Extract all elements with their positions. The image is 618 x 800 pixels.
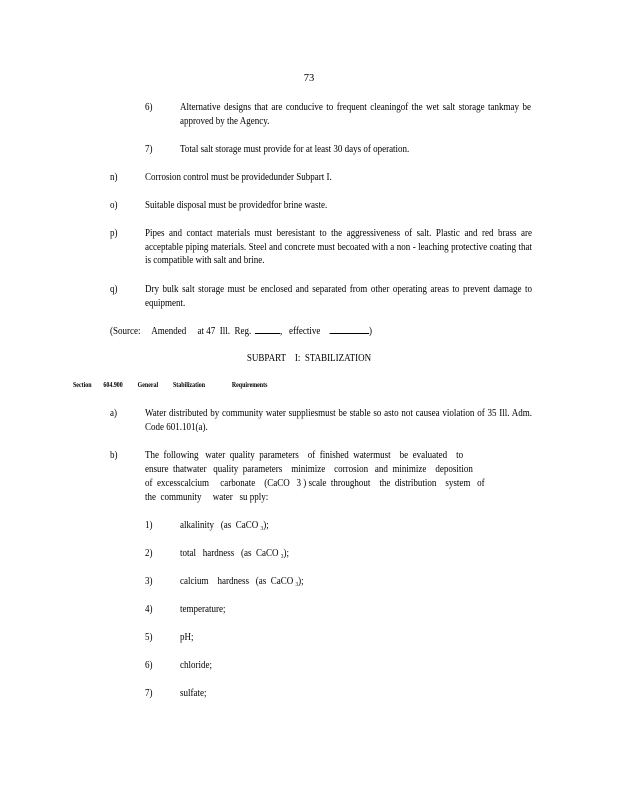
param-text: calcium hardness (as CaCO $_3$); (180, 576, 304, 588)
page-number: 73 (303, 73, 315, 84)
param-label: 3) (145, 576, 153, 587)
param-label: 4) (145, 604, 153, 615)
item-text: Corrosion control must be providedunder Subpart I. (145, 172, 332, 183)
param-text: total hardness (as CaCO $_3$); (180, 548, 289, 560)
param-text: temperature; (180, 604, 226, 615)
param-label: 2) (145, 548, 153, 559)
blank-line (329, 333, 369, 334)
item-label: o) (110, 200, 118, 211)
item-text: Dry bulk salt storage must be enclosed and separated from other operating areas to prevent damage to equipment. (145, 284, 532, 309)
section-heading: Section 604.900 General Stabilization Requirements (73, 381, 268, 389)
param-label: 5) (145, 632, 153, 643)
item-text-line: of excesscalcium carbonate (CaCO 3 ) scale throughout the distribution system of (145, 478, 485, 489)
source-mid: , effective (280, 326, 321, 337)
item-text-line: The following water quality parameters of finished watermust be evaluated to (145, 450, 464, 461)
param-text: alkalinity (as CaCO $_3$); (180, 520, 269, 532)
item-label: 7) (145, 144, 153, 155)
item-text-line: ensure thatwater quality parameters minimize corrosion and minimize deposition (145, 464, 473, 475)
param-text: chloride; (180, 660, 212, 671)
source-prefix: (Source: Amended at 47 Ill. Reg. (110, 326, 252, 337)
item-text: Suitable disposal must be providedfor brine waste. (145, 200, 328, 211)
item-label: a) (110, 408, 118, 419)
source-suffix: ) (368, 326, 372, 337)
item-label: n) (110, 172, 118, 183)
item-text: Water distributed by community water suppliesmust be stable so asto not causea violation of 35 Ill. Adm. Code 601.101(a). (145, 408, 532, 433)
item-label: 6) (145, 102, 153, 113)
item-text: Pipes and contact materials must beresistant to the aggressiveness of salt. Plastic and red brass are acceptable piping materials. Steel and concrete must becoated with a non - leaching protective coating that is compatible with salt and brine. (145, 228, 532, 266)
item-text: Total salt storage must provide for at least 30 days of operation. (180, 144, 410, 155)
subpart-heading: SUBPART I: STABILIZATION (246, 353, 372, 364)
item-text: Alternative designs that are conducive to frequent cleaningof the wet salt storage tankmay be approved by the Agency. (180, 102, 531, 127)
item-label: b) (110, 450, 118, 461)
item-label: q) (110, 284, 118, 295)
param-label: 6) (145, 660, 153, 671)
source-note (110, 325, 372, 339)
item-text-line: the community water su pply: (145, 492, 269, 503)
param-label: 1) (145, 520, 153, 531)
blank-line (255, 333, 280, 334)
item-label: p) (110, 228, 118, 239)
param-label: 7) (145, 688, 153, 699)
param-text: pH; (180, 632, 194, 643)
param-text: sulfate; (180, 688, 207, 699)
